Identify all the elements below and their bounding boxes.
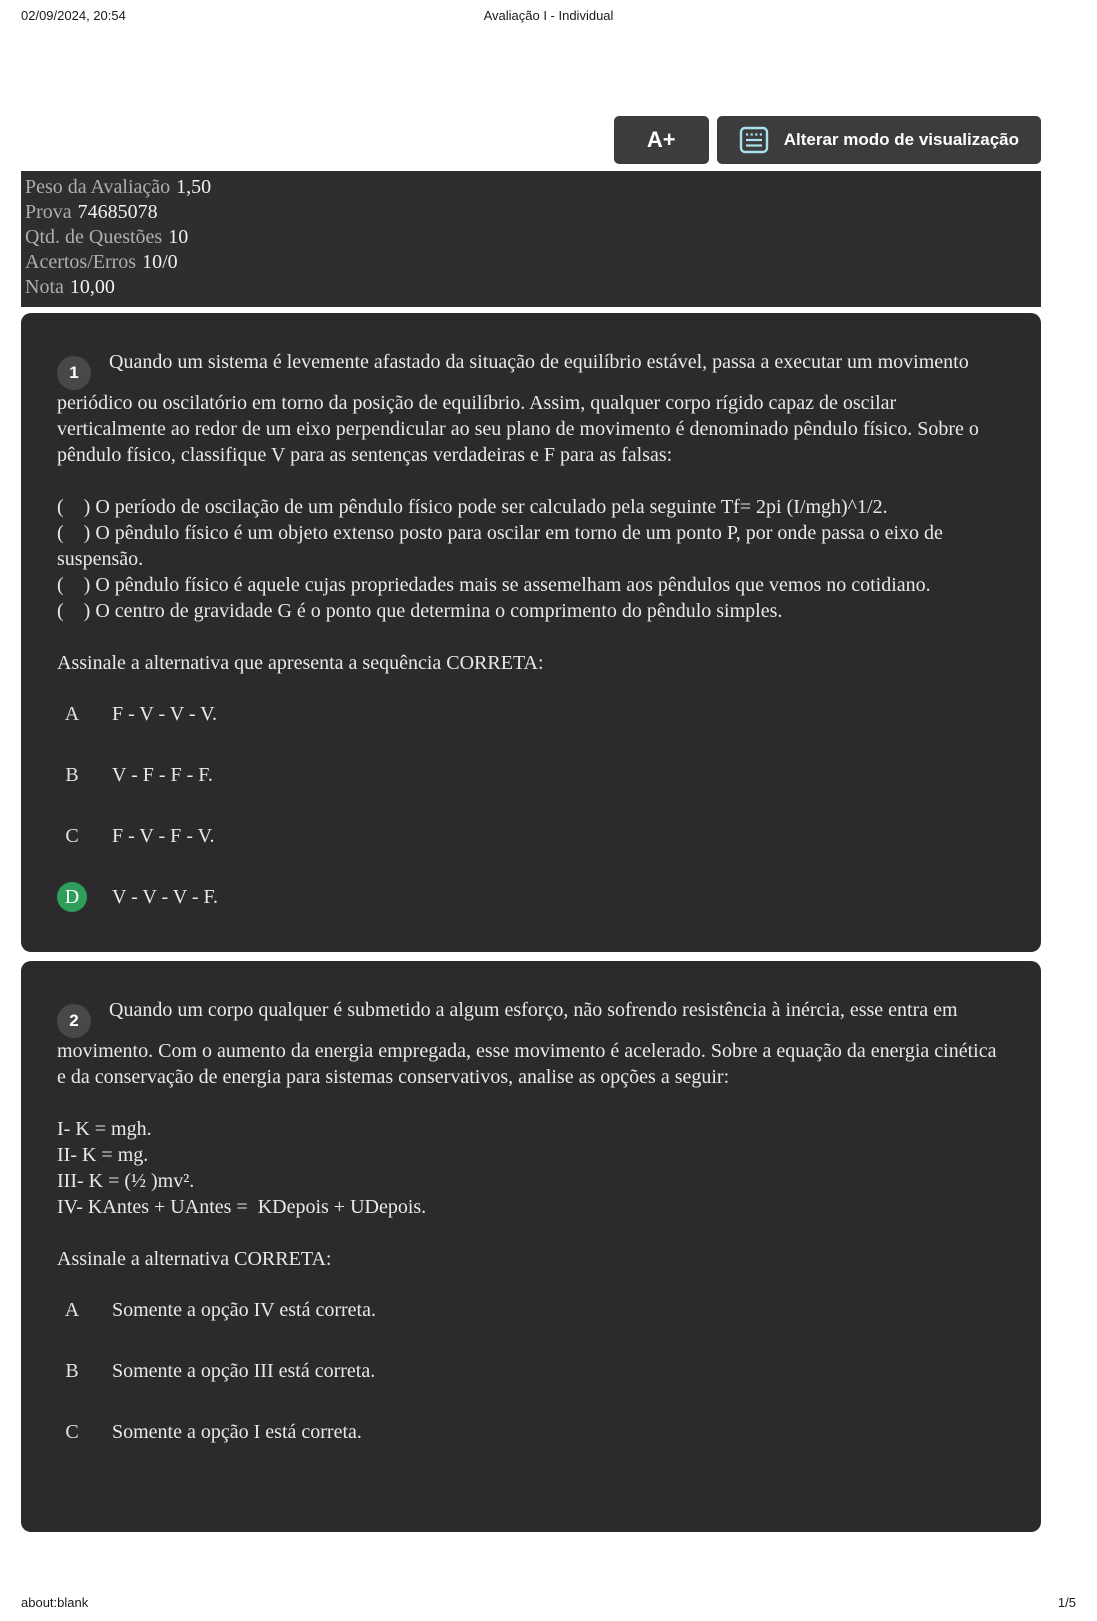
question-intro-text: Quando um corpo qualquer é submetido a algum esforço, não sofrendo resistência à inércia, esse entra em movimento. Com o aumento da energia empregada, esse movimento é acelerado. Sobre a equação da energia cinética e da conservação de energia para sistemas conservativos, analise as opções a seguir: — [57, 999, 997, 1088]
statement-items — [57, 1116, 1005, 1220]
option-letter: C — [65, 825, 79, 847]
vf-item: ( ) O centro de gravidade G é o ponto que determina o comprimento do pêndulo simples. — [57, 600, 783, 622]
print-title: Avaliação I - Individual — [483, 8, 614, 23]
answer-option-c[interactable] — [57, 821, 1005, 851]
answer-option-a[interactable] — [57, 1295, 1005, 1325]
answer-option-b[interactable] — [57, 760, 1005, 790]
change-view-mode-button[interactable] — [717, 116, 1041, 164]
info-value: 10 — [168, 226, 189, 248]
question-intro — [57, 997, 1005, 1090]
option-text: F - V - V - V. — [112, 703, 218, 725]
option-letter: B — [65, 764, 79, 786]
question-card-1 — [21, 313, 1041, 952]
answer-options — [57, 699, 1005, 912]
answer-option-a[interactable] — [57, 699, 1005, 729]
info-label: Peso da Avaliação — [25, 176, 171, 198]
change-view-mode-label: Alterar modo de visualização — [783, 130, 1019, 149]
content — [21, 116, 1041, 1532]
option-letter: D — [57, 882, 87, 912]
answer-option-d-selected[interactable] — [57, 882, 1005, 912]
info-label: Qtd. de Questões — [25, 226, 163, 248]
footer-page-number: 1/5 — [1057, 1594, 1076, 1610]
vf-item: ( ) O pêndulo físico é um objeto extenso posto para oscilar em torno de um ponto P, por onde passa o eixo de suspensão. — [57, 522, 948, 570]
question-intro-text: Quando um sistema é levemente afastado da situação de equilíbrio estável, passa a executar um movimento periódico ou oscilatório em torno da posição de equilíbrio. Assim, qualquer corpo rígido capaz de oscilar verticalmente ao redor de um eixo perpendicular ao seu plano de movimento é denominado pêndulo físico. Sobre o pêndulo físico, classifique V para as sentenças verdadeiras e F para as falsas: — [57, 351, 979, 466]
vf-item: ( ) O período de oscilação de um pêndulo físico pode ser calculado pela seguinte Tf= 2pi (I/mgh)^1/2. — [57, 496, 888, 518]
option-text: V - F - F - F. — [112, 764, 213, 786]
statement-item: II- K = mg. — [57, 1144, 149, 1166]
option-text: V - V - V - F. — [112, 886, 219, 908]
info-value: 74685078 — [77, 201, 158, 223]
info-value: 1,50 — [176, 176, 212, 198]
option-text: F - V - F - V. — [112, 825, 215, 847]
print-header — [0, 6, 1097, 26]
question-prompt: Assinale a alternativa que apresenta a sequência CORRETA: — [57, 652, 544, 674]
info-row-nota — [25, 275, 1037, 300]
footer-url: about:blank — [21, 1594, 89, 1610]
print-footer — [0, 1583, 1097, 1621]
statement-item: III- K = (½ )mv². — [57, 1170, 195, 1192]
info-label: Nota — [25, 276, 64, 298]
toolbar — [21, 116, 1041, 164]
info-row-peso — [25, 175, 1037, 200]
option-letter: A — [64, 703, 80, 725]
question-prompt: Assinale a alternativa CORRETA: — [57, 1248, 332, 1270]
vf-items — [57, 494, 1005, 624]
font-increase-button[interactable]: A+ — [614, 116, 709, 164]
answer-options — [57, 1295, 1005, 1447]
statement-item: I- K = mgh. — [57, 1118, 152, 1140]
info-row-prova — [25, 200, 1037, 225]
option-letter: C — [65, 1421, 79, 1443]
question-card-2 — [21, 961, 1041, 1532]
reader-mode-icon — [739, 125, 769, 155]
question-intro — [57, 349, 1005, 468]
info-value: 10/0 — [142, 251, 178, 273]
option-letter: B — [65, 1360, 79, 1382]
question-number-badge: 1 — [57, 356, 91, 390]
statement-item: IV- KAntes + UAntes = KDepois + UDepois. — [57, 1196, 427, 1218]
vf-item: ( ) O pêndulo físico é aquele cujas propriedades mais se assemelham aos pêndulos que vemos no cotidiano. — [57, 574, 931, 596]
exam-info-panel — [21, 171, 1041, 307]
info-row-qtd-questoes — [25, 225, 1037, 250]
answer-option-b[interactable] — [57, 1356, 1005, 1386]
info-label: Prova — [25, 201, 72, 223]
answer-option-c[interactable] — [57, 1417, 1005, 1447]
option-letter: A — [64, 1299, 80, 1321]
option-text: Somente a opção III está correta. — [112, 1360, 376, 1382]
info-value: 10,00 — [69, 276, 115, 298]
info-row-acertos-erros — [25, 250, 1037, 275]
print-datetime: 02/09/2024, 20:54 — [21, 8, 126, 23]
option-text: Somente a opção I está correta. — [112, 1421, 362, 1443]
question-number-badge: 2 — [57, 1004, 91, 1038]
option-text: Somente a opção IV está correta. — [112, 1299, 376, 1321]
info-label: Acertos/Erros — [25, 251, 137, 273]
